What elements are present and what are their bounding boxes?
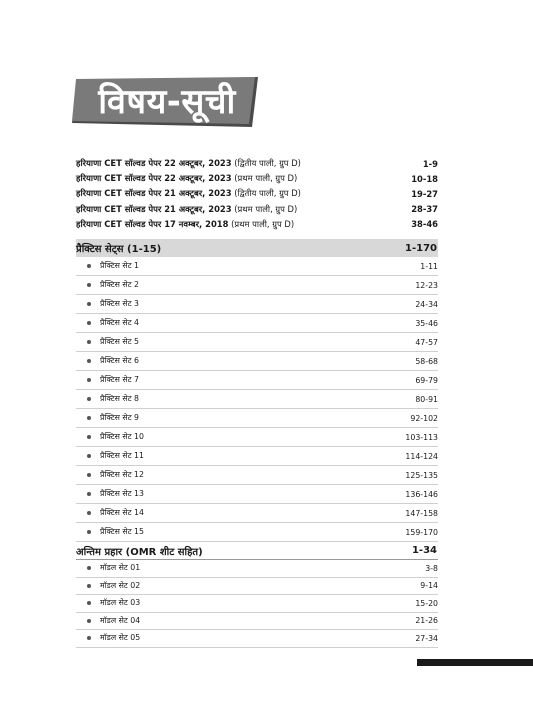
- bullet-icon: [87, 435, 91, 439]
- paper-entry: [76, 204, 297, 215]
- item-label: प्रैक्टिस सेट 4: [100, 318, 140, 327]
- paper-pages: 10-18: [411, 173, 438, 184]
- item-pages: 27-34: [415, 633, 438, 643]
- bullet-icon: [87, 416, 91, 420]
- item-label: प्रैक्टिस सेट 10: [100, 432, 144, 441]
- item-left: [76, 451, 144, 461]
- item-pages: 9-14: [420, 581, 438, 591]
- item-pages: 1-11: [420, 261, 438, 271]
- list-item[interactable]: [76, 504, 438, 523]
- item-label: प्रैक्टिस सेट 7: [100, 375, 140, 384]
- bullet-icon: [87, 492, 91, 496]
- list-item[interactable]: [76, 560, 438, 578]
- item-label: मॉडल सेट 05: [100, 633, 141, 643]
- list-item[interactable]: [76, 630, 438, 648]
- item-label: प्रैक्टिस सेट 15: [100, 527, 144, 536]
- item-label: प्रैक्टिस सेट 6: [100, 356, 140, 365]
- bullet-icon: [87, 283, 91, 287]
- item-pages: 114-124: [405, 451, 438, 461]
- item-label: प्रैक्टिस सेट 1: [100, 261, 140, 270]
- bullet-icon: [87, 636, 91, 640]
- item-pages: 80-91: [415, 394, 438, 404]
- bullet-icon: [87, 321, 91, 325]
- item-left: [76, 299, 139, 309]
- solved-paper-row[interactable]: [76, 171, 438, 186]
- item-left: [76, 616, 140, 626]
- list-item[interactable]: [76, 578, 438, 596]
- item-left: [76, 375, 139, 385]
- list-item[interactable]: [76, 333, 438, 352]
- item-pages: 92-102: [410, 413, 438, 423]
- solved-paper-row[interactable]: [76, 186, 438, 201]
- item-left: [76, 508, 144, 518]
- item-left: [76, 356, 139, 366]
- item-label: प्रैक्टिस सेट 9: [100, 413, 140, 422]
- bullet-icon: [87, 454, 91, 458]
- paper-title: हरियाणा CET सॉल्वड पेपर 21 अक्टूबर, 2023: [76, 203, 232, 214]
- item-left: [76, 318, 139, 328]
- page-footer-bar: [417, 659, 533, 666]
- item-label: मॉडल सेट 02: [100, 580, 141, 590]
- bullet-icon: [87, 511, 91, 515]
- bullet-icon: [87, 530, 91, 534]
- bullet-icon: [87, 378, 91, 382]
- item-pages: 147-158: [405, 508, 438, 518]
- item-pages: 21-26: [415, 616, 438, 626]
- item-left: [76, 563, 140, 573]
- paper-pages: 19-27: [411, 188, 438, 199]
- contents-banner: [72, 77, 258, 127]
- item-pages: 58-68: [415, 356, 438, 366]
- item-pages: 69-79: [415, 375, 438, 385]
- bullet-icon: [87, 601, 91, 605]
- item-label: मॉडल सेट 04: [100, 615, 141, 625]
- bullet-icon: [87, 473, 91, 477]
- item-left: [76, 527, 144, 537]
- paper-note: (प्रथम पाली, ग्रुप D): [234, 173, 298, 184]
- paper-note: (प्रथम पाली, ग्रुप D): [231, 218, 295, 229]
- item-label: प्रैक्टिस सेट 3: [100, 299, 140, 308]
- item-pages: 136-146: [405, 489, 438, 499]
- item-left: [76, 394, 139, 404]
- list-item[interactable]: [76, 466, 438, 485]
- item-pages: 35-46: [415, 318, 438, 328]
- paper-pages: 1-9: [422, 158, 438, 169]
- item-left: [76, 280, 139, 290]
- item-label: मॉडल सेट 01: [100, 563, 141, 573]
- item-pages: 125-135: [405, 470, 438, 480]
- item-left: [76, 489, 144, 499]
- paper-title: हरियाणा CET सॉल्वड पेपर 22 अक्टूबर, 2023: [76, 173, 232, 184]
- item-left: [76, 598, 140, 608]
- list-item[interactable]: [76, 595, 438, 613]
- item-label: प्रैक्टिस सेट 2: [100, 280, 140, 289]
- final-strike-header[interactable]: [76, 542, 438, 560]
- item-left: [76, 470, 144, 480]
- page-title: विषय-सूची: [98, 82, 236, 122]
- list-item[interactable]: [76, 390, 438, 409]
- paper-note: (प्रथम पाली, ग्रुप D): [234, 203, 298, 214]
- list-item[interactable]: [76, 314, 438, 333]
- section-pages: 1-170: [405, 242, 437, 254]
- paper-note: (द्वितीय पाली, ग्रुप D): [234, 188, 301, 199]
- practice-sets-header[interactable]: [76, 239, 438, 257]
- bullet-icon: [87, 397, 91, 401]
- practice-sets-list: [76, 257, 438, 542]
- bullet-icon: [87, 566, 91, 570]
- bullet-icon: [87, 359, 91, 363]
- item-pages: 15-20: [415, 598, 438, 608]
- solved-paper-row[interactable]: [76, 217, 438, 232]
- item-pages: 159-170: [405, 527, 438, 537]
- item-left: [76, 581, 140, 591]
- section-title: अन्तिम प्रहार (OMR शीट सहित): [76, 546, 203, 558]
- section-pages: 1-34: [411, 545, 437, 556]
- list-item[interactable]: [76, 428, 438, 447]
- item-pages: 24-34: [415, 299, 438, 309]
- list-item[interactable]: [76, 371, 438, 390]
- list-item[interactable]: [76, 352, 438, 371]
- list-item[interactable]: [76, 447, 438, 466]
- item-pages: 12-23: [415, 280, 438, 290]
- bullet-icon: [87, 264, 91, 268]
- paper-note: (द्वितीय पाली, ग्रुप D): [234, 158, 301, 169]
- list-item[interactable]: [76, 409, 438, 428]
- bullet-icon: [87, 619, 91, 623]
- paper-entry: [76, 219, 294, 230]
- item-label: प्रैक्टिस सेट 8: [100, 394, 140, 403]
- paper-pages: 28-37: [411, 204, 438, 215]
- solved-paper-row[interactable]: [76, 156, 438, 171]
- paper-entry: [76, 188, 301, 199]
- list-item[interactable]: [76, 613, 438, 631]
- paper-entry: [76, 158, 301, 169]
- paper-pages: 38-46: [411, 219, 438, 230]
- list-item[interactable]: [76, 276, 438, 295]
- solved-papers-list: [76, 156, 438, 232]
- bullet-icon: [87, 340, 91, 344]
- paper-title: हरियाणा CET सॉल्वड पेपर 21 अक्टूबर, 2023: [76, 188, 232, 199]
- item-left: [76, 413, 139, 423]
- item-label: मॉडल सेट 03: [100, 598, 141, 608]
- list-item[interactable]: [76, 295, 438, 314]
- item-pages: 47-57: [415, 337, 438, 347]
- item-label: प्रैक्टिस सेट 13: [100, 489, 144, 498]
- paper-entry: [76, 173, 297, 184]
- model-sets-list: [76, 560, 438, 648]
- item-pages: 103-113: [405, 432, 438, 442]
- item-left: [76, 261, 139, 271]
- section-title: प्रैक्टिस सेट्स (1-15): [76, 244, 162, 255]
- item-label: प्रैक्टिस सेट 12: [100, 470, 144, 479]
- item-label: प्रैक्टिस सेट 11: [100, 451, 144, 460]
- bullet-icon: [87, 584, 91, 588]
- paper-title: हरियाणा CET सॉल्वड पेपर 17 नवम्बर, 2018: [76, 218, 229, 229]
- list-item[interactable]: [76, 257, 438, 276]
- solved-paper-row[interactable]: [76, 202, 438, 217]
- paper-title: हरियाणा CET सॉल्वड पेपर 22 अक्टूबर, 2023: [76, 158, 232, 169]
- bullet-icon: [87, 302, 91, 306]
- item-left: [76, 432, 144, 442]
- item-left: [76, 633, 140, 643]
- item-label: प्रैक्टिस सेट 5: [100, 337, 140, 346]
- item-label: प्रैक्टिस सेट 14: [100, 508, 144, 517]
- item-left: [76, 337, 139, 347]
- list-item[interactable]: [76, 485, 438, 504]
- list-item[interactable]: [76, 523, 438, 542]
- item-pages: 3-8: [425, 563, 438, 573]
